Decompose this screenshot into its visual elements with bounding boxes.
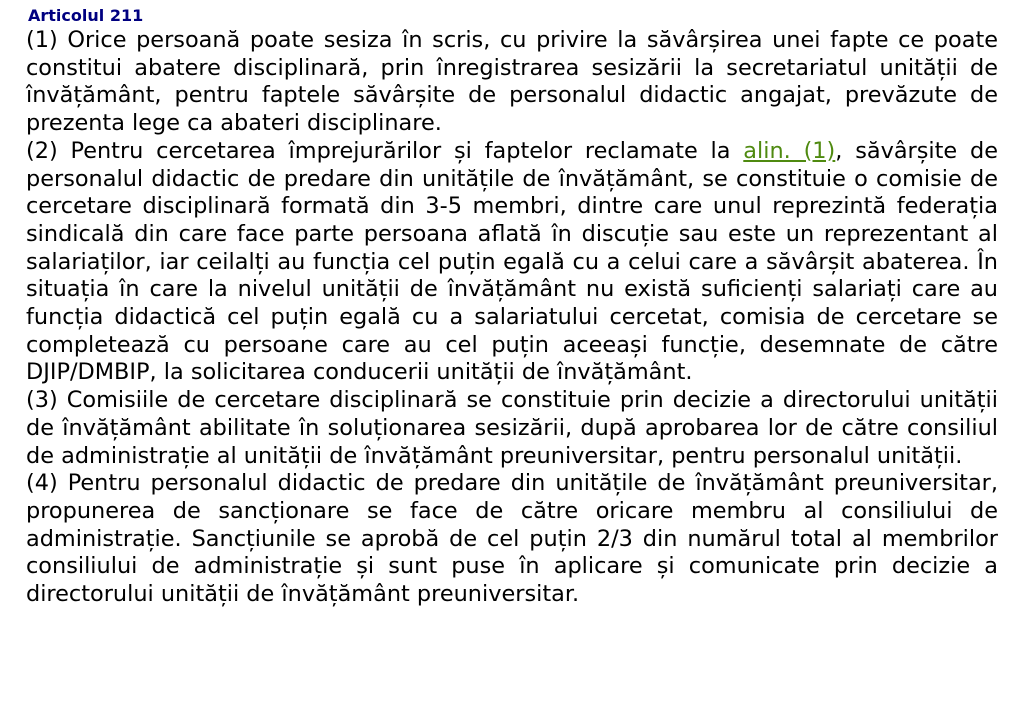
paragraph-1: (1) Orice persoană poate sesiza în scris, cu privire la săvârșirea unei fapte ce poate constitui abatere disciplinară, prin înregistrarea sesizării la secretariatul unității de învățământ, pentru faptele săvârșite de personalul didactic angajat, prevăzute de prezenta lege ca abateri disciplinare. [26, 27, 998, 137]
paragraph-4: (4) Pentru personalul didactic de predare din unitățile de învățământ preuniversitar, propunerea de sancționare se face de către oricare membru al consiliului de administrație. Sancțiunile se aprobă de cel puțin 2/3 din numărul total al membrilor consiliului de administrație și sunt puse în aplicare și comunicate prin decizie a directorului unității de învățământ preuniversitar. [26, 470, 998, 608]
paragraph-3: (3) Comisiile de cercetare disciplinară se constituie prin decizie a directorului unității de învățământ abilitate în soluționarea sesizării, după aprobarea lor de către consiliul de administrație al unității de învățământ preuniversitar, pentru personalul unității. [26, 387, 998, 469]
article-title: Articolul 211 [28, 6, 144, 25]
paragraph-2-text-before-link: (2) Pentru cercetarea împrejurărilor și faptelor reclamate la [26, 137, 744, 164]
paragraph-2-text-after-link: , săvârșite de personalul didactic de predare din unitățile de învățământ, se constituie o comisie de cercetare disciplinară formată din 3-5 membri, dintre care unul reprezintă federația sindicală din care face parte persoana aflată în discuție sau este un reprezentant al salariaților, iar ceilalți au funcția cel puțin egală cu a celui care a săvârșit abaterea. În situația în care la nivelul unității de învățământ nu există suficienți salariați care au funcția didactică cel puțin egală cu a salariatului cercetat, comisia de cercetare se completează cu persoane care au cel puțin aceeași funcție, desemnate de către DJIP/DMBIP, la solicitarea conducerii unității de învățământ. [26, 137, 998, 386]
paragraph-2 [26, 138, 998, 387]
reference-link-alin-1[interactable]: alin. (1) [743, 137, 836, 164]
